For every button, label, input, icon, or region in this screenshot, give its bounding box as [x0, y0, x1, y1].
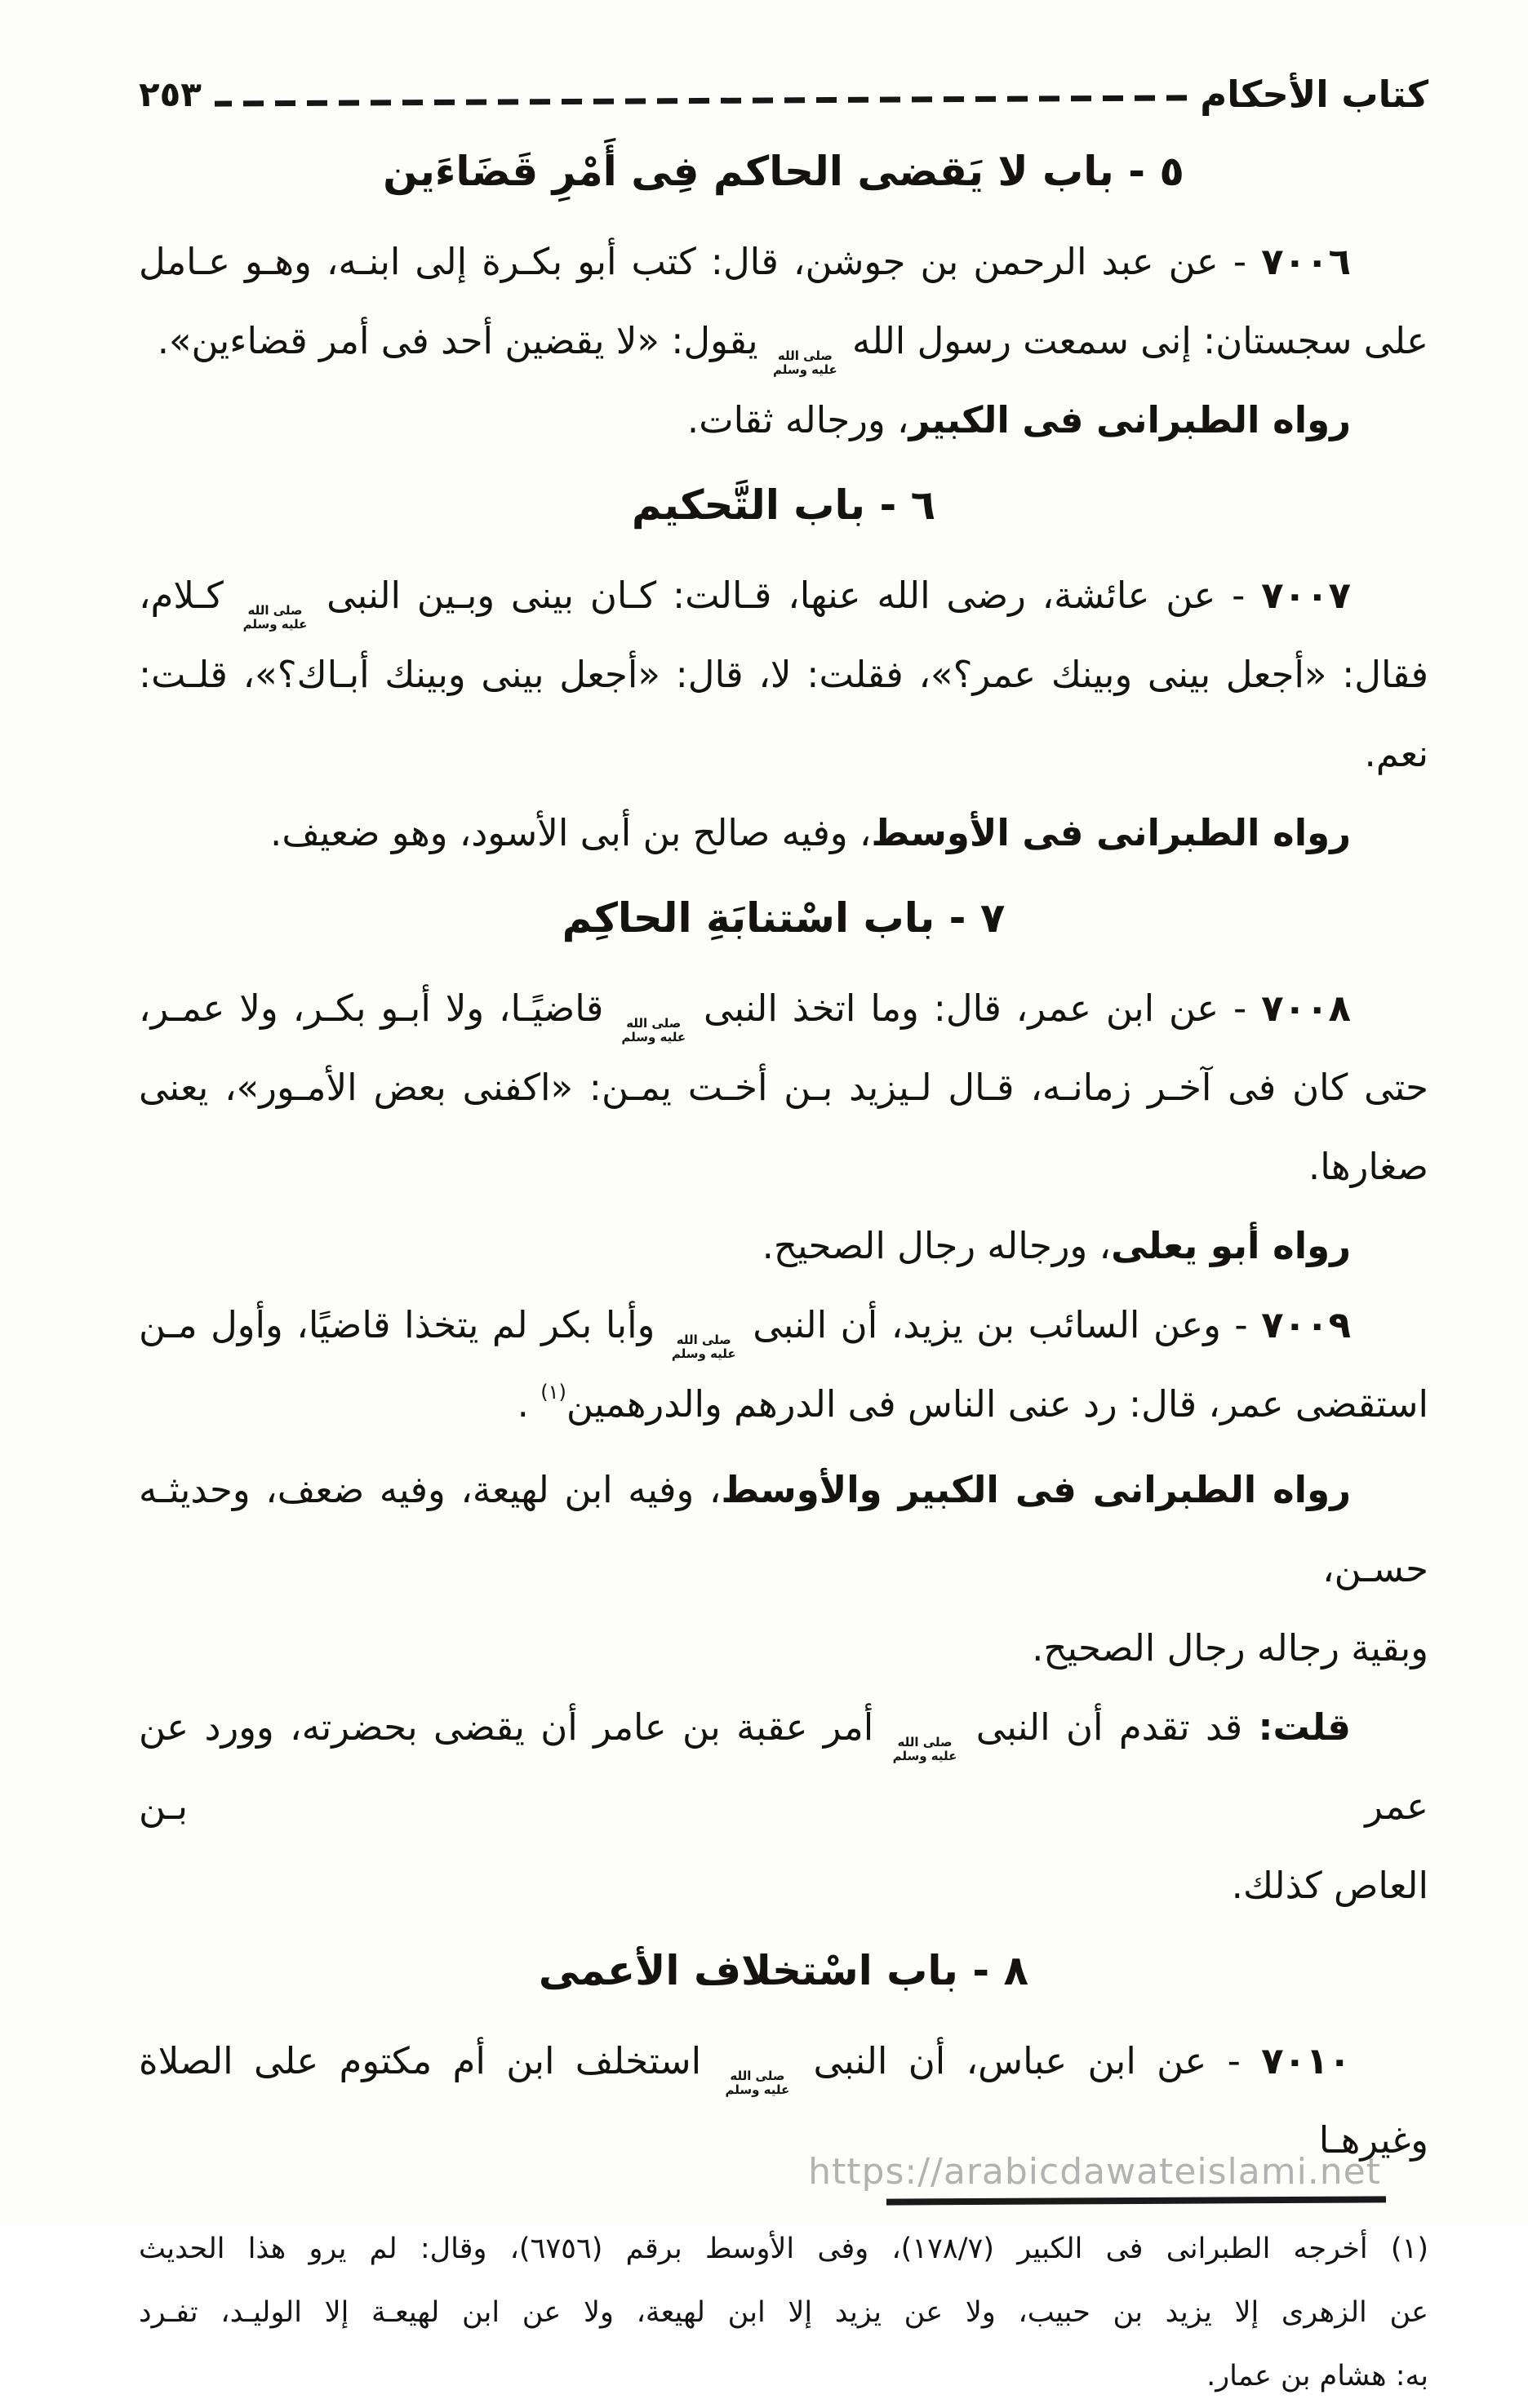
- text-segment: رواه الطبرانى فى الكبير والأوسط: [721, 1468, 1351, 1511]
- hadith-7008-line-1: [139, 969, 1428, 1048]
- dashed-rule: [215, 95, 1187, 106]
- hadith-7008-line-2: [139, 1048, 1428, 1127]
- footnote-line-2: [139, 2281, 1428, 2344]
- hadith-7009-line-1: [139, 1285, 1428, 1364]
- text-segment: عن الزهرى إلا يزيد بن حبيب، ولا عن يزيد إلا ابن لهيعة، ولا عن ابن لهيعـة إلا الوليـد، تفـرد: [139, 2296, 1428, 2329]
- watermark-url: https://arabicdawateislami.net: [808, 2151, 1381, 2193]
- hadith-7009-line-2: [139, 1364, 1428, 1450]
- text-segment: - عن عائشة، رضى الله عنها، قـالت: كـان بينى وبـين النبى: [310, 574, 1262, 617]
- takhrij-7006: [139, 380, 1428, 459]
- hadith-7006-line-2: [139, 301, 1428, 380]
- text-segment: (١) أخرجه الطبرانى فى الكبير (١٧٨/٧)، وفى الأوسط برقم (٦٧٥٦)، وقال: لم يرو هذا الحديث: [139, 2233, 1428, 2265]
- text-segment: العاص كذلك.: [1231, 1864, 1428, 1907]
- pbuh-top: صلى الله: [676, 1333, 731, 1347]
- chapter-6-heading: ٦ - باب التَّحكيم: [631, 481, 936, 529]
- pbuh-bottom: عليه وسلم: [725, 2082, 790, 2097]
- pbuh-ligature-icon: [725, 2069, 789, 2097]
- hadith-number: ٧٠٠٧: [1261, 574, 1352, 617]
- hadith-number: ٧٠١٠: [1261, 2039, 1351, 2082]
- pbuh-ligature-icon: [243, 604, 308, 632]
- footnote-ref: (١): [540, 1381, 566, 1404]
- text-segment: صغارها.: [1308, 1145, 1428, 1188]
- pbuh-ligature-icon: [773, 349, 837, 377]
- text-segment: قلت:: [1258, 1705, 1352, 1749]
- pbuh-ligature-icon: [621, 1017, 686, 1044]
- text-segment: على سجستان: إنى سمعت رسول الله: [840, 319, 1428, 362]
- text-segment: يقول: «لا يقضين أحد فى أمر قضاءين».: [157, 319, 770, 362]
- pbuh-ligature-icon: [672, 1333, 736, 1361]
- text-segment: به: هشام بن عمار.: [1206, 2360, 1428, 2392]
- hadith-number: ٧٠٠٦: [1261, 240, 1351, 283]
- text-segment: ، وفيه صالح بن أبى الأسود، وهو ضعيف.: [270, 811, 872, 854]
- hadith-7008-line-3: [139, 1127, 1428, 1206]
- footnote-separator: [886, 2196, 1386, 2205]
- text-segment: رواه الطبرانى فى الأوسط: [871, 811, 1351, 854]
- chapter-8-heading: ٨ - باب اسْتخلاف الأعمى: [538, 1947, 1029, 1994]
- book-title: كتاب الأحكام: [1200, 72, 1428, 116]
- comment-line-1: [139, 1687, 1428, 1846]
- chapter-7-heading: ٧ - باب اسْتنابَةِ الحاكِم: [562, 894, 1006, 942]
- text-segment: وأبا بكر لم يتخذا قاضيًا، وأول مـن: [139, 1303, 668, 1346]
- running-head: [139, 70, 1428, 118]
- text-segment: ، وفيه ابن لهيعة، وفيه ضعف، وحديثـه حسـن،: [139, 1468, 1428, 1590]
- pbuh-bottom: عليه وسلم: [772, 362, 837, 377]
- hadith-7006-line-1: [139, 222, 1428, 301]
- text-segment: استقضى عمر، قال: رد عنى الناس فى الدرهم والدرهمين: [566, 1382, 1428, 1426]
- takhrij-7008: [139, 1206, 1428, 1285]
- content: [139, 137, 1428, 2408]
- footnote-line-3: [139, 2344, 1428, 2408]
- text-segment: رواه أبو يعلى: [1111, 1224, 1351, 1267]
- pbuh-top: صلى الله: [777, 348, 833, 363]
- comment-line-2: [139, 1846, 1428, 1925]
- text-segment: - عن عبد الرحمن بن جوشن، قال: كتب أبو بكـرة إلى ابنـه، وهـو عـامل: [139, 240, 1262, 283]
- text-segment: حتى كان فى آخـر زمانـه، قـال لـيزيد بـن أخـت يمـن: «اكفنى بعض الأمـور»، يعنى: [139, 1066, 1428, 1109]
- text-segment: ، ورجاله ثقات.: [686, 398, 909, 441]
- text-segment: استخلف ابن أم مكتوم على الصلاة وغيرهـا: [139, 2039, 1428, 2162]
- text-segment: رواه الطبرانى فى الكبير: [908, 398, 1351, 441]
- footnote-line-1: [139, 2217, 1428, 2281]
- page-number: ٢٥٣: [139, 73, 202, 114]
- hadith-number: ٧٠٠٨: [1261, 987, 1351, 1030]
- takhrij-7007: [139, 793, 1428, 872]
- pbuh-bottom: عليه وسلم: [242, 617, 308, 632]
- pbuh-top: صلى الله: [730, 2069, 785, 2083]
- text-segment: .: [517, 1382, 541, 1426]
- text-segment: قاضيًـا، ولا أبـو بكـر، ولا عمـر،: [139, 987, 619, 1030]
- text-segment: وبقية رجاله رجال الصحيح.: [1032, 1626, 1428, 1670]
- hadith-7007-line-1: [139, 556, 1428, 635]
- hadith-7007-line-3: [139, 714, 1428, 793]
- takhrij-7009-line-2: [139, 1608, 1428, 1687]
- text-segment: كـلام،: [139, 574, 240, 617]
- text-segment: - عن ابن عباس، أن النبى: [793, 2039, 1262, 2082]
- text-segment: فقال: «أجعل بينى وبينك عمر؟»، فقلت: لا، قال: «أجعل بينى وبينك أبـاك؟»، قلـت:: [139, 653, 1428, 696]
- pbuh-bottom: عليه وسلم: [671, 1346, 736, 1361]
- text-segment: أمر عقبة بن عامر أن يقضى بحضرته، وورد عن عمر بـن: [139, 1705, 1428, 1828]
- pbuh-bottom: عليه وسلم: [621, 1030, 686, 1044]
- hadith-number: ٧٠٠٩: [1261, 1303, 1351, 1346]
- hadith-7007-line-2: [139, 635, 1428, 714]
- pbuh-ligature-icon: [893, 1736, 957, 1763]
- pbuh-top: صلى الله: [247, 603, 303, 618]
- pbuh-top: صلى الله: [897, 1735, 953, 1749]
- text-segment: - وعن السائب بن يزيد، أن النبى: [739, 1303, 1262, 1346]
- text-segment: قد تقدم أن النبى: [960, 1705, 1259, 1749]
- text-segment: نعم.: [1364, 732, 1428, 775]
- text-segment: ، ورجاله رجال الصحيح.: [762, 1224, 1112, 1267]
- takhrij-7009-line-1: [139, 1450, 1428, 1608]
- chapter-5-heading: ٥ - باب لا يَقضى الحاكم فِى أَمْرِ قَضَاءَين: [383, 148, 1184, 195]
- pbuh-top: صلى الله: [626, 1016, 682, 1031]
- text-segment: - عن ابن عمر، قال: وما اتخذ النبى: [689, 987, 1262, 1030]
- pbuh-bottom: عليه وسلم: [892, 1749, 957, 1763]
